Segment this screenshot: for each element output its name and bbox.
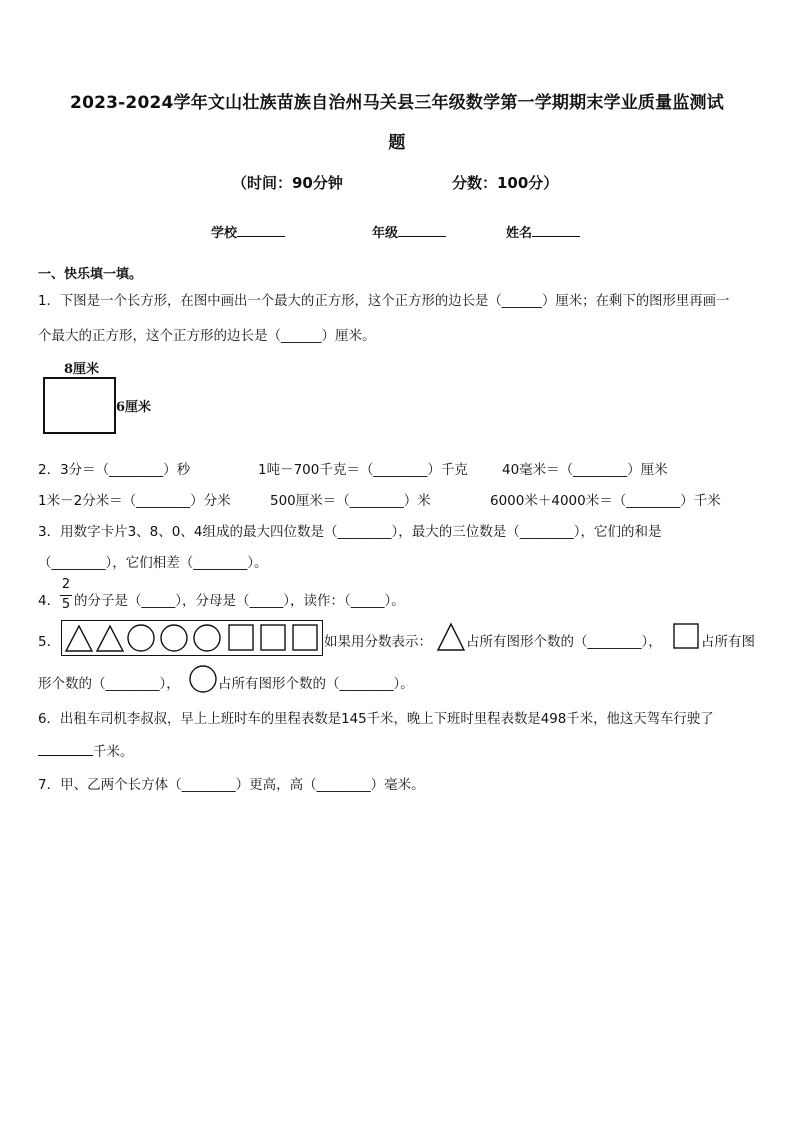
q2-item-e: 500厘米＝（________）米 [270,493,431,509]
q1-line2: 个最大的正方形，这个正方形的边长是（______）厘米。 [38,328,376,344]
fraction-numerator: 2 [61,577,71,592]
q6-answer-blank [38,743,93,756]
exam-title-line2: 题 [388,133,406,153]
school-label: 学校 [211,226,238,241]
q3-line1: 3．用数字卡片3、8、0、4组成的最大四位数是（________），最大的三位数是（________），它们的和是 [38,524,662,540]
fraction-bar [60,595,72,596]
q5-line2-a: 形个数的（________）， [38,676,180,692]
q1-line1: 1．下图是一个长方形，在图中画出一个最大的正方形，这个正方形的边长是（______）厘米；在剩下的图形里再画一 [38,294,730,309]
square-icon [673,623,699,649]
grade-field [372,222,446,241]
q6-line2 [38,740,134,760]
fraction-denominator: 5 [61,597,71,612]
school-blank [237,224,285,237]
triangle-icon [436,622,466,652]
school-field [211,222,285,241]
q5-text-c: 占所有图 [701,634,755,650]
square-icon [229,625,253,650]
circle-icon [161,625,187,651]
exam-title-line1: 2023-2024学年文山壮族苗族自治州马关县三年级数学第一学期期末学业质量监测试 [70,93,724,113]
exam-score: 分数：100分） [452,174,559,192]
grade-label: 年级 [372,226,399,241]
name-blank [532,224,580,237]
section-heading: 一、快乐填一填。 [38,267,143,282]
q7-line1: 7．甲、乙两个长方体（________）更高，高（________）毫米。 [38,777,425,793]
name-label: 姓名 [506,226,533,241]
q2-item-f: 6000米＋4000米＝（________）千米 [490,493,721,509]
shapes-figure [61,620,323,656]
q5-line2-b: 占所有图形个数的（________）。 [218,676,414,692]
q4-text: 的分子是（_____），分母是（_____），读作：（_____）。 [74,593,405,609]
exam-time: （时间：90分钟 [232,174,343,192]
q2-item-a: 2．3分＝（________）秒 [38,462,191,478]
q6-line1: 6．出租车司机李叔叔，早上上班时车的里程表数是145千米，晚上下班时里程表数是498千米，他这天驾车行驶了 [38,712,714,727]
q2-item-c: 40毫米＝（________）厘米 [502,462,668,478]
q5-number: 5． [38,634,61,650]
name-field [506,222,580,241]
q2-item-b: 1吨－700千克＝（________）千克 [258,462,468,478]
square-icon [261,625,285,650]
q4-number: 4． [38,593,61,609]
q3-line2: （________），它们相差（________）。 [38,555,268,571]
rect-side-label: 6厘米 [116,400,152,415]
q5-text-b: 占所有图形个数的（________）， [466,634,662,650]
rect-top-label: 8厘米 [64,362,100,377]
circle-icon [128,625,154,651]
circle-icon [194,625,220,651]
triangle-icon [97,626,123,651]
q2-item-d: 1米－2分米＝（________）分米 [38,493,231,509]
triangle-icon [66,626,92,651]
rectangle-figure [43,377,116,434]
grade-blank [398,224,446,237]
circle-icon [188,664,218,694]
q6-line2-end: 千米。 [93,744,134,760]
square-icon [293,625,317,650]
q5-text-a: 如果用分数表示： [324,634,432,650]
